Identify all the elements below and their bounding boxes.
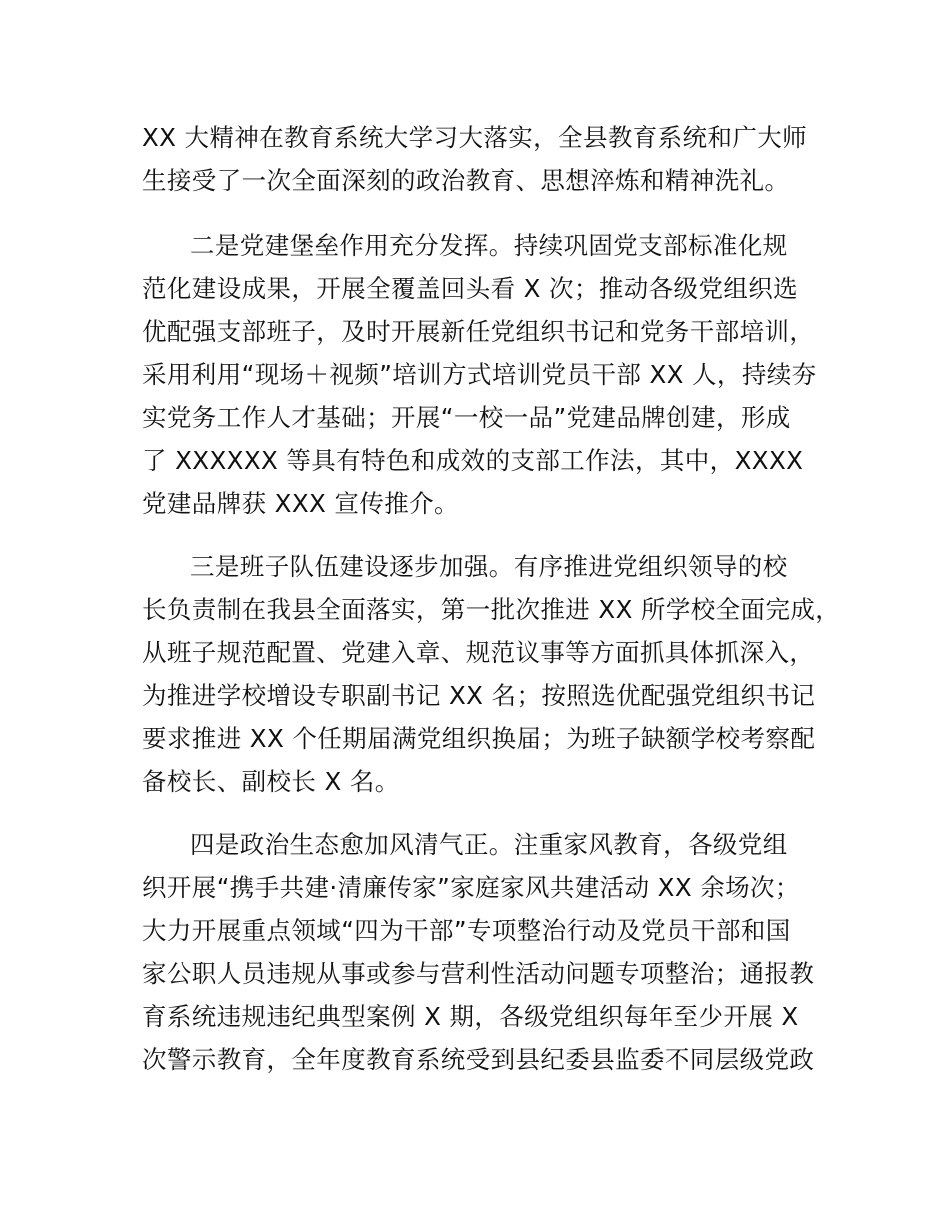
text-line: 党建品牌获 XXX 宣传推介。 — [142, 489, 459, 518]
text-line: 要求推进 XX 个任期届满党组织换届；为班子缺额学校考察配 — [142, 724, 816, 753]
text-line: 采用利用“现场＋视频”培训方式培训党员干部 XX 人，持续夯 — [142, 360, 817, 389]
text-line: 实党务工作人才基础；开展“一校一品”党建品牌创建，形成 — [142, 403, 791, 432]
text-line: 为推进学校增设专职副书记 XX 名；按照选优配强党组织书记 — [142, 681, 816, 710]
text-line: 从班子规范配置、党建入章、规范议事等方面抓具体抓深入， — [142, 638, 815, 667]
text-line: 备校长、副校长 X 名。 — [142, 767, 400, 796]
text-line: 家公职人员违规从事或参与营利性活动问题专项整治；通报教 — [142, 959, 815, 988]
text-line: XX 大精神在教育系统大学习大落实，全县教育系统和广大师 — [142, 123, 808, 152]
text-line: 生接受了一次全面深刻的政治教育、思想淬炼和精神洗礼。 — [142, 166, 790, 195]
text-line: 育系统违规违纪典型案例 X 期，各级党组织每年至少开展 X — [142, 1002, 799, 1031]
paragraph-first-line: 三是班子队伍建设逐步加强。有序推进党组织领导的校 — [190, 552, 788, 581]
paragraph-first-line: 四是政治生态愈加风清气正。注重家风教育，各级党组 — [190, 830, 788, 859]
text-line: 范化建设成果，开展全覆盖回头看 X 次；推动各级党组织选 — [142, 274, 799, 303]
paragraph-first-line: 二是党建堡垒作用充分发挥。持续巩固党支部标准化规 — [190, 231, 788, 260]
text-line: 大力开展重点领域“四为干部”专项整治行动及党员干部和国 — [142, 916, 791, 945]
text-line: 长负责制在我县全面落实，第一批次推进 XX 所学校全面完成， — [142, 595, 841, 624]
text-line: 优配强支部班子，及时开展新任党组织书记和党务干部培训， — [142, 317, 815, 346]
text-line: 织开展“携手共建·清廉传家”家庭家风共建活动 XX 余场次； — [142, 873, 800, 902]
text-line: 了 XXXXXX 等具有特色和成效的支部工作法，其中，XXXX — [142, 446, 804, 475]
text-line: 次警示教育，全年度教育系统受到县纪委县监委不同层级党政 — [142, 1045, 815, 1074]
